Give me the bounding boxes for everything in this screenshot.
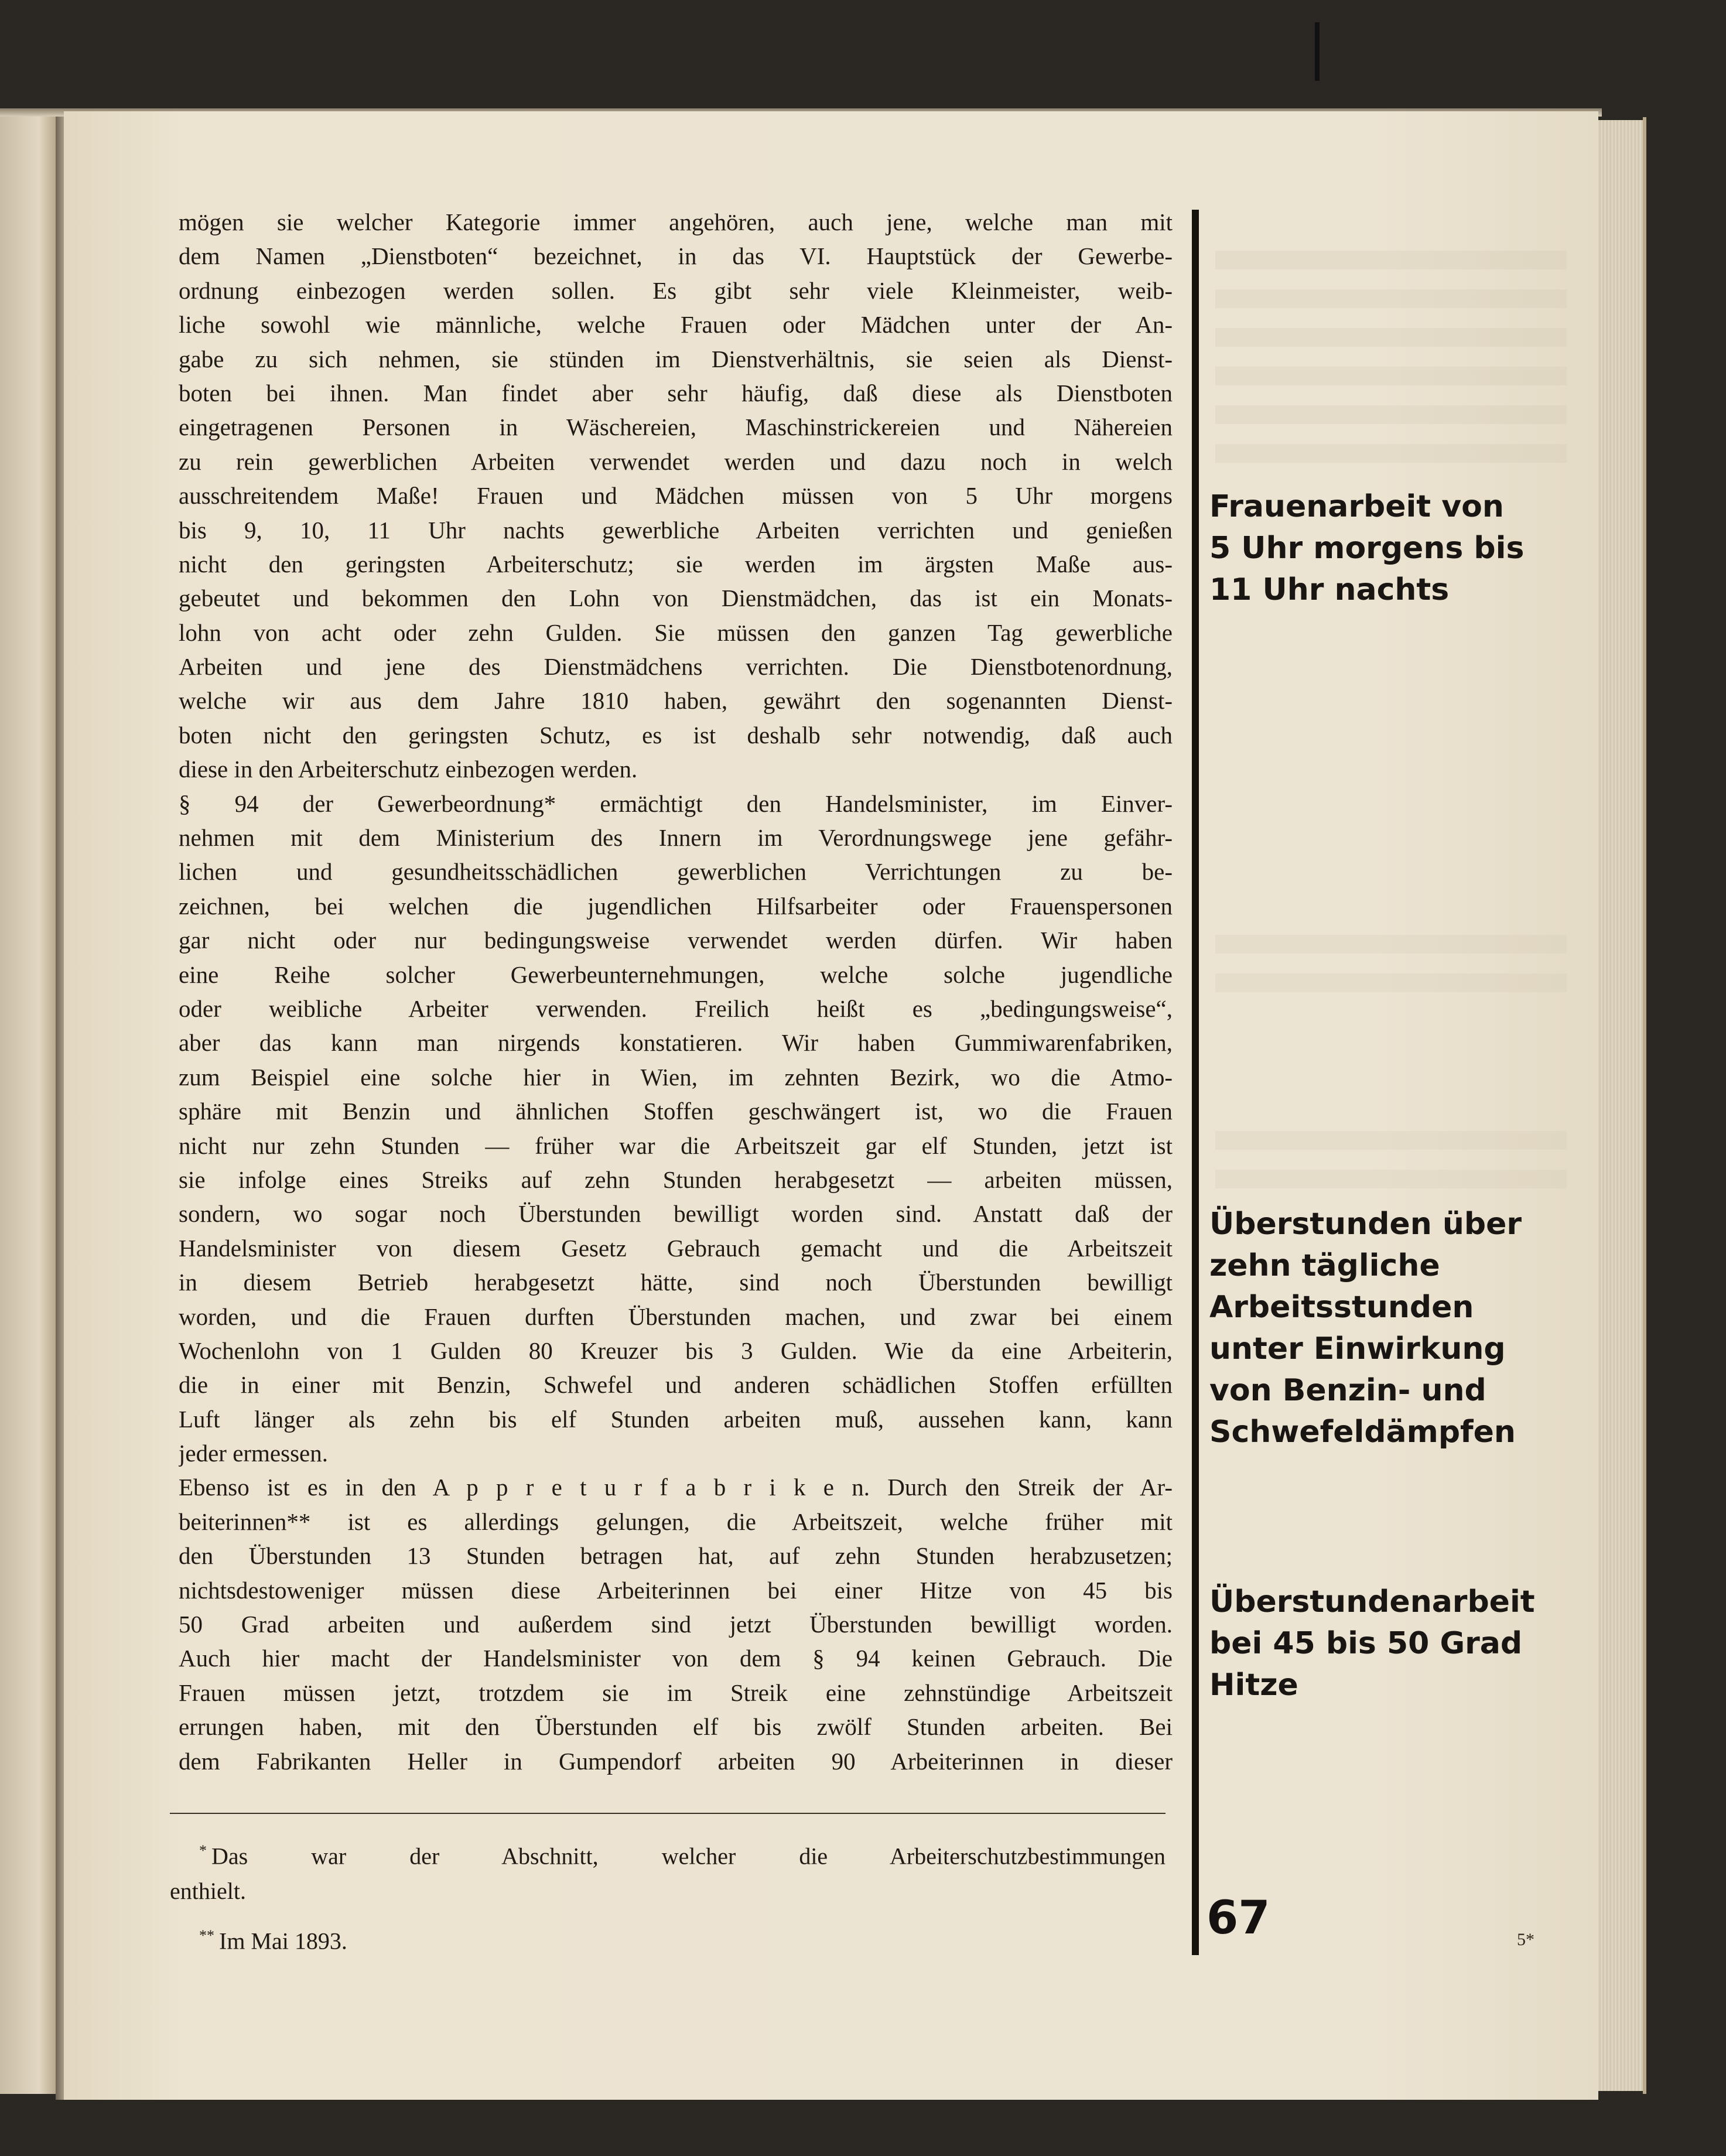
footnote-2-text: Im Mai 1893. [219, 1928, 347, 1955]
footnote-2-mark: ** [199, 1927, 214, 1945]
body-line: eingetragenen Personen in Wäschereien, Maschinstrickereien und Nähereien [179, 414, 1173, 441]
body-line: Wochenlohn von 1 Gulden 80 Kreuzer bis 3 Gulden. Wie da eine Arbeiterin, [179, 1337, 1173, 1364]
body-line: zu rein gewerblichen Arbeiten verwendet werden und dazu noch in welch [179, 447, 1173, 475]
body-line: sphäre mit Benzin und ähnlichen Stoffen geschwängert ist, wo die Frauen [179, 1098, 1173, 1125]
bleed-through-shadow [1215, 925, 1567, 1002]
body-line: lohn von acht oder zehn Gulden. Sie müssen den ganzen Tag gewerbliche [179, 619, 1173, 646]
body-line: bis 9, 10, 11 Uhr nachts gewerbliche Arbeiten verrichten und genießen [179, 516, 1173, 544]
body-line: Arbeiten und jene des Dienstmädchens verrichten. Die Dienstbotenordnung, [179, 653, 1173, 681]
body-line: gar nicht oder nur bedingungsweise verwendet werden dürfen. Wir haben [179, 927, 1173, 954]
body-line: worden, und die Frauen durften Überstunden machen, und zwar bei einem [179, 1303, 1173, 1330]
body-line: die in einer mit Benzin, Schwefel und anderen schädlichen Stoffen erfüllten [179, 1371, 1173, 1399]
body-line: § 94 der Gewerbeordnung* ermächtigt den Handelsminister, im Einver- [179, 790, 1173, 817]
body-line: nicht den geringsten Arbeiterschutz; sie werden im ärgsten Maße aus- [179, 550, 1173, 578]
body-line: Luft länger als zehn bis elf Stunden arbeiten muß, aussehen kann, kann [179, 1405, 1173, 1433]
body-line: boten bei ihnen. Man findet aber sehr häufig, daß diese als Dienstboten [179, 379, 1173, 406]
body-line: Ebenso ist es in den A p p r e t u r f a b r i k e n. Durch den Streik der Ar- [179, 1474, 1173, 1501]
margin-note-frauenarbeit: Frauenarbeit von 5 Uhr morgens bis 11 Uhr nachts [1209, 489, 1525, 607]
margin-note-ueberstunden: Überstunden über zehn tägliche Arbeitsstunden unter Einwirkung von Benzin- und Schwefeldämpfen [1209, 1207, 1522, 1450]
footnotes [170, 1833, 1166, 1959]
body-line: sie infolge eines Streiks auf zehn Stunden herabgesetzt — arbeiten müssen, [179, 1166, 1173, 1193]
signature-mark: 5* [1517, 1930, 1534, 1949]
margin-rule [1192, 210, 1199, 1955]
footnote-rule [170, 1813, 1166, 1814]
body-line: nicht nur zehn Stunden — früher war die Arbeitszeit gar elf Stunden, jetzt ist [179, 1132, 1173, 1159]
body-line: ausschreitendem Maße! Frauen und Mädchen müssen von 5 Uhr morgens [179, 482, 1173, 510]
body-line: in diesem Betrieb herabgesetzt hätte, sind noch Überstunden bewilligt [179, 1269, 1173, 1296]
body-line: 50 Grad arbeiten und außerdem sind jetzt Überstunden bewilligt worden. [179, 1611, 1173, 1638]
cover-edge [1602, 117, 1646, 2094]
body-line: beiterinnen** ist es allerdings gelungen, die Arbeitszeit, welche früher mit [179, 1508, 1173, 1535]
body-line: zeichnen, bei welchen die jugendlichen Hilfsarbeiter oder Frauenspersonen [179, 892, 1173, 920]
body-line: aber das kann man nirgends konstatieren. Wir haben Gummiwarenfabriken, [179, 1029, 1173, 1057]
body-text [179, 205, 1173, 1778]
body-line: gebeutet und bekommen den Lohn von Dienstmädchen, das ist ein Monats- [179, 585, 1173, 612]
margin-note-hitze: Überstundenarbeit bei 45 bis 50 Grad Hitze [1209, 1584, 1535, 1703]
body-line: dem Namen „Dienstboten“ bezeichnet, in das VI. Hauptstück der Gewerbe- [179, 242, 1173, 270]
body-line: errungen haben, mit den Überstunden elf bis zwölf Stunden arbeiten. Bei [179, 1713, 1173, 1741]
body-line: diese in den Arbeiterschutz einbezogen werden. [179, 756, 638, 783]
body-line: eine Reihe solcher Gewerbeunternehmungen, welche solche jugendliche [179, 961, 1173, 988]
body-line: gabe zu sich nehmen, sie stünden im Dienstverhältnis, sie seien als Dienst- [179, 345, 1173, 373]
bleed-through-shadow [1215, 1122, 1567, 1198]
body-line: nehmen mit dem Ministerium des Innern im Verordnungswege jene gefähr- [179, 824, 1173, 852]
footnote-1-text: Das war der Abschnitt, welcher die Arbeiterschutzbestimmungen [211, 1843, 1166, 1870]
body-line: liche sowohl wie männliche, welche Frauen oder Mädchen unter der An- [179, 311, 1173, 339]
body-line: nichtsdestoweniger müssen diese Arbeiterinnen bei einer Hitze von 45 bis [179, 1576, 1173, 1604]
footnote-2 [170, 1918, 1166, 1959]
bleed-through-shadow [1215, 240, 1567, 474]
footnote-1-mark: * [199, 1842, 207, 1859]
body-line: Frauen müssen jetzt, trotzdem sie im Streik eine zehnstündige Arbeitszeit [179, 1679, 1173, 1706]
body-line: welche wir aus dem Jahre 1810 haben, gewährt den sogenannten Dienst- [179, 687, 1173, 715]
book-gutter [56, 108, 64, 2100]
body-line: oder weibliche Arbeiter verwenden. Freilich heißt es „bedingungsweise“, [179, 995, 1173, 1022]
body-line: lichen und gesundheitsschädlichen gewerblichen Verrichtungen zu be- [179, 858, 1173, 886]
footnote-1-line-1 [170, 1833, 1166, 1874]
body-line: jeder ermessen. [179, 1440, 328, 1467]
body-line: ordnung einbezogen werden sollen. Es gibt sehr viele Kleinmeister, weib- [179, 276, 1173, 304]
body-line: Auch hier macht der Handelsminister von dem § 94 keinen Gebrauch. Die [179, 1645, 1173, 1672]
body-line: zum Beispiel eine solche hier in Wien, im zehnten Bezirk, wo die Atmo- [179, 1063, 1173, 1091]
body-line: boten nicht den geringsten Schutz, es ist deshalb sehr notwendig, daß auch [179, 721, 1173, 749]
body-line: den Überstunden 13 Stunden betragen hat, auf zehn Stunden herabzusetzen; [179, 1542, 1173, 1570]
body-line: dem Fabrikanten Heller in Gumpendorf arbeiten 90 Arbeiterinnen in dieser [179, 1747, 1173, 1775]
left-page-edge [0, 114, 56, 2094]
page-number: 67 [1207, 1892, 1270, 1945]
footnote-1-line-2: enthielt. [170, 1878, 246, 1905]
corner-mark [1315, 22, 1320, 81]
body-line: Handelsminister von diesem Gesetz Gebrauch gemacht und die Arbeitszeit [179, 1234, 1173, 1262]
body-line: sondern, wo sogar noch Überstunden bewilligt worden sind. Anstatt daß der [179, 1200, 1173, 1228]
body-line: mögen sie welcher Kategorie immer angehören, auch jene, welche man mit [179, 209, 1173, 235]
